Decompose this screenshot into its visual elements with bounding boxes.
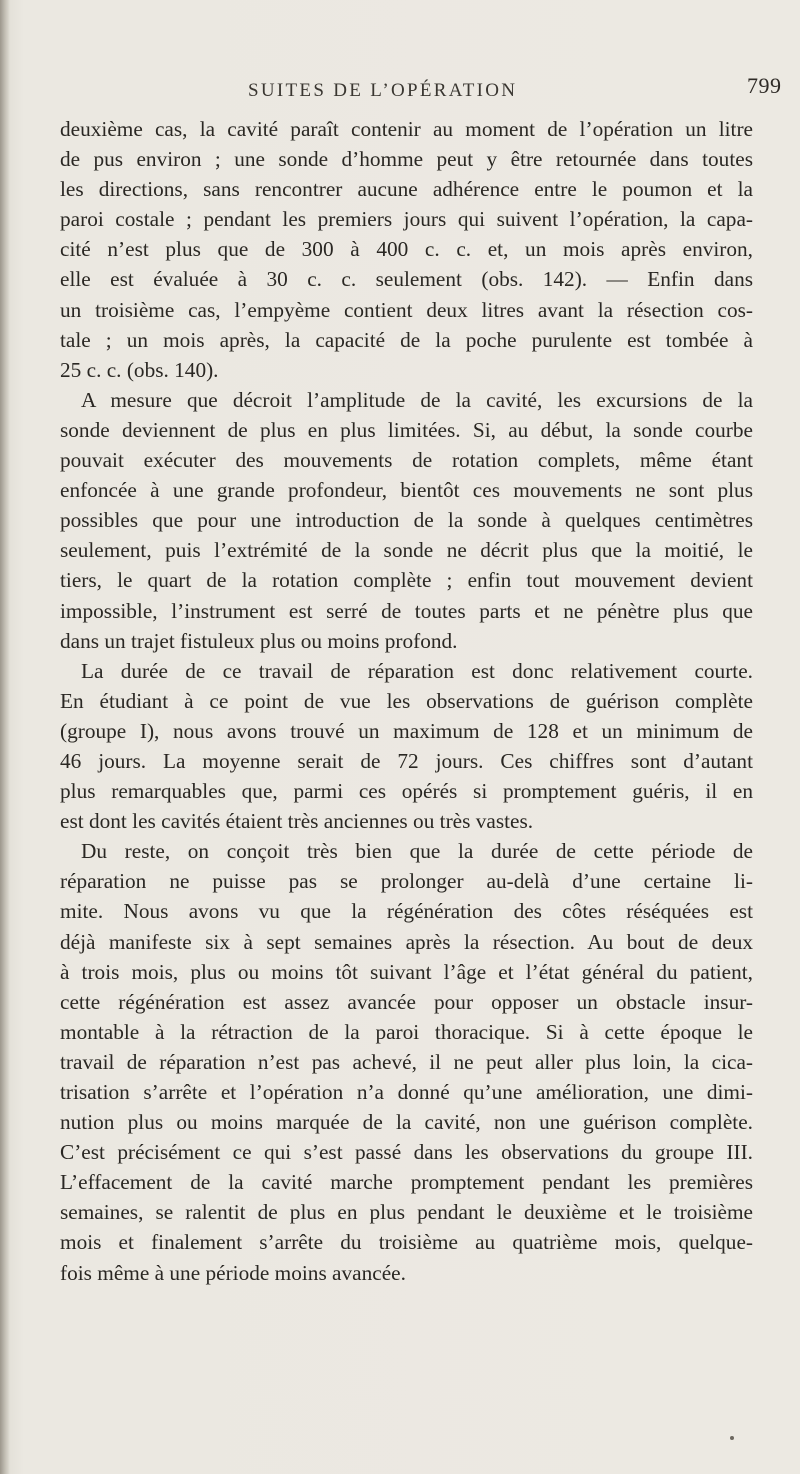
text-line: cette régénération est assez avancée pour opposer un obstacle insur- [60, 989, 753, 1014]
text-line: L’effacement de la cavité marche promptement pendant les premières [60, 1170, 753, 1195]
text-line: mois et finalement s’arrête du troisième au quatrième mois, quelque- [60, 1230, 753, 1255]
text-line: (groupe I), nous avons trouvé un maximum de 128 et un minimum de [60, 718, 753, 743]
text-line: fois même à une période moins avancée. [60, 1260, 406, 1285]
text-line: réparation ne puisse pas se prolonger au-delà d’une certaine li- [60, 869, 753, 894]
text-line: un troisième cas, l’empyème contient deux litres avant la résection cos- [60, 297, 753, 322]
text-line: C’est précisément ce qui s’est passé dans les observations du groupe III. [60, 1140, 753, 1165]
text-line: nution plus ou moins marquée de la cavité, non une guérison complète. [60, 1110, 753, 1135]
paragraph-start-line: La durée de ce travail de réparation est donc relativement courte. [81, 658, 753, 683]
text-line: à trois mois, plus ou moins tôt suivant l’âge et l’état général du patient, [60, 959, 753, 984]
text-line: enfoncée à une grande profondeur, bientôt ces mouvements ne sont plus [60, 478, 753, 503]
paragraph-start-line: A mesure que décroit l’amplitude de la cavité, les excursions de la [81, 387, 753, 412]
text-line: est dont les cavités étaient très anciennes ou très vastes. [60, 809, 534, 834]
page-binding-shadow [0, 0, 10, 1474]
page-header [0, 68, 800, 108]
page-number: 799 [747, 73, 782, 98]
body-text [60, 114, 753, 1288]
text-line: montable à la rétraction de la paroi thoracique. Si à cette époque le [60, 1019, 753, 1044]
text-line: 46 jours. La moyenne serait de 72 jours. Ces chiffres sont d’autant [60, 748, 753, 773]
text-line: paroi costale ; pendant les premiers jours qui suivent l’opération, la capa- [60, 207, 753, 232]
text-line: trisation s’arrête et l’opération n’a donné qu’une amélioration, une dimi- [60, 1080, 753, 1104]
text-line: En étudiant à ce point de vue les observations de guérison complète [60, 688, 753, 713]
text-line: déjà manifeste six à sept semaines après la résection. Au bout de deux [60, 929, 753, 954]
text-line: impossible, l’instrument est serré de toutes parts et ne pénètre plus que [60, 598, 753, 623]
text-line: semaines, se ralentit de plus en plus pendant le deuxième et le troisième [60, 1200, 753, 1225]
text-line: sonde deviennent de plus en plus limitées. Si, au début, la sonde courbe [60, 417, 753, 442]
text-line: 25 c. c. (obs. 140). [60, 357, 219, 382]
text-line: elle est évaluée à 30 c. c. seulement (obs. 142). — Enfin dans [60, 267, 753, 292]
text-line: travail de réparation n’est pas achevé, il ne peut aller plus loin, la cica- [60, 1049, 753, 1074]
ink-speck [730, 1436, 734, 1440]
text-line: les directions, sans rencontrer aucune adhérence entre le poumon et la [60, 177, 753, 202]
text-line: possibles que pour une introduction de la sonde à quelques centimètres [60, 508, 753, 533]
text-line: pouvait exécuter des mouvements de rotation complets, même étant [60, 448, 753, 473]
text-line: cité n’est plus que de 300 à 400 c. c. et, un mois après environ, [60, 237, 753, 262]
running-head: SUITES DE L’OPÉRATION [248, 80, 518, 101]
text-line: mite. Nous avons vu que la régénération des côtes réséquées est [60, 899, 753, 924]
text-line: deuxième cas, la cavité paraît contenir au moment de l’opération un litre [60, 117, 753, 141]
text-line: seulement, puis l’extrémité de la sonde ne décrit plus que la moitié, le [60, 538, 753, 563]
text-line: de pus environ ; une sonde d’homme peut y être retournée dans toutes [60, 147, 753, 172]
text-line: plus remarquables que, parmi ces opérés si promptement guéris, il en [60, 779, 753, 804]
text-line: tale ; un mois après, la capacité de la poche purulente est tombée à [60, 327, 753, 352]
text-line: dans un trajet fistuleux plus ou moins profond. [60, 628, 458, 653]
paragraph-start-line: Du reste, on conçoit très bien que la durée de cette période de [81, 839, 753, 864]
text-line: tiers, le quart de la rotation complète ; enfin tout mouvement devient [60, 568, 753, 593]
